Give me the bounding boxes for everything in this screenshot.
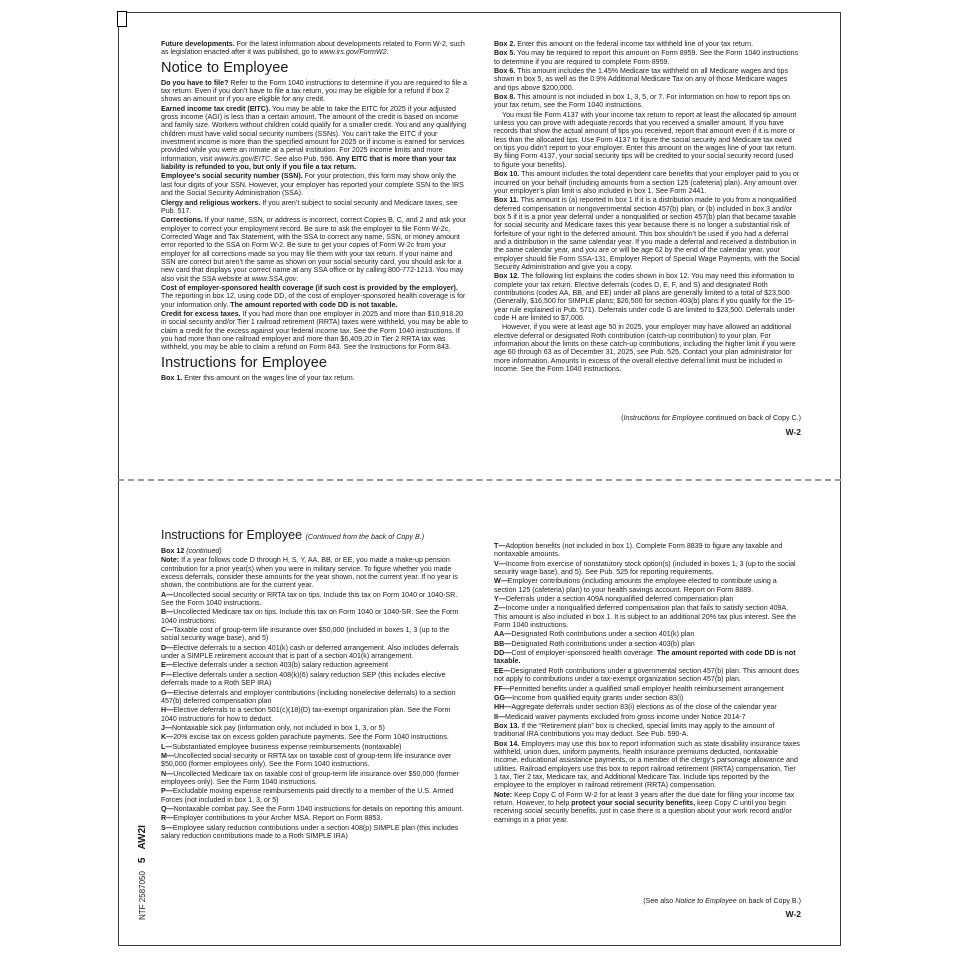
- code-item: [161, 671, 468, 688]
- code-letter: FF—: [494, 684, 510, 693]
- code-letter: BB—: [494, 639, 512, 648]
- code-item: [161, 591, 468, 608]
- code-text: Substantiated employee business expense reimbursements (nontaxable): [172, 742, 402, 751]
- code-letter: Z—: [494, 604, 506, 613]
- code-item: [494, 542, 801, 559]
- code-letter: AA—: [494, 630, 512, 639]
- ssa-link[interactable]: www.SSA.gov: [251, 274, 297, 283]
- code-item: [161, 787, 468, 804]
- code-item: [161, 644, 468, 661]
- code-item: [161, 626, 468, 643]
- code-letter: F—: [161, 670, 173, 679]
- perforation-line: [118, 479, 841, 481]
- box12-paragraph-2: However, if you were at least age 50 in 2025, your employer may have allowed an additional elective deferral or designated Roth contribution (catch-up contribution) to your plan. For information about the limits on these catch-up contributions, including the higher limit if you were age 60 through 63 as of December 31, 2025, see Pub. 525. Contact your plan administrator for more information. Amounts in excess of the overall elective deferral limit must be included in income. See the Form 1040 instructions.: [494, 323, 796, 374]
- code-letter: GG—: [494, 693, 513, 702]
- code-letter: M—: [161, 751, 175, 760]
- top-left-column: [161, 40, 468, 383]
- eitc-paragraph: Earned income tax credit (EITC). You may be able to take the EITC for 2025 if your adjusted gross income (AGI) is less than a certain amount. The amount of the credit is based on income and family size. Workers without children could qualify for a smaller credit. You and any qualifying children must have valid social security numbers (SSNs). You can’t take the EITC if your investment income is more than the specified amount for 2025 or if income is earned for services provided while you were an inmate at a penal institution. For 2025 income limits and more information, visit www.irs.gov/EITC. See also Pub. 596. Any EITC that is more than your tax liability is refunded to you, but only if you file a tax return.: [161, 104, 467, 172]
- box11-paragraph: Box 11. This amount is (a) reported in box 1 if it is a distribution made to you from a nonqualified deferred compensation or nongovernmental section 457(b) plan, or (b) included in box 3 and/or box 5 if it is a prior year deferral under a nonqualified or section 457(b) plan that became taxable for social security and Medicare taxes this year because there is no longer a substantial risk of forfeiture of your right to the deferred amount. This box shouldn’t be used if you had a deferral and a distribution in the same calendar year. If you made a deferral and received a distribution in the same calendar year, and you are or will be age 62 by the end of the calendar year, your employer should file Form SSA-131, Employer Report of Special Wage Payments, with the Social Security Administration and give you a copy.: [494, 196, 800, 271]
- code-letter: J—: [161, 723, 173, 732]
- code-item: [494, 694, 801, 702]
- code-dd: DD—Cost of employer-sponsored health coverage. The amount reported with code DD is not taxable.: [494, 649, 796, 666]
- code-text: Uncollected Medicare tax on taxable cost of group-term life insurance over $50,000 (former employees only). See the Form 1040 instructions.: [161, 769, 460, 786]
- code-item: [161, 706, 468, 723]
- code-text: Excludable moving expense reimbursements paid directly to a member of the U.S. Armed Forces (not included in box 1, 3, or 5): [161, 787, 454, 804]
- code-letter: K—: [161, 733, 174, 742]
- codes-left-list: [161, 591, 468, 841]
- excess-paragraph: Credit for excess taxes. If you had more than one employer in 2025 and more than $10,918.20 in social security and/or Tier 1 railroad retirement (RRTA) taxes were withheld, you may be able to claim a credit for the excess against your federal income tax. See the Form 1040 instructions. If you had more than one railroad employer and more than $6,409.20 in Tier 2 RRTA tax was withheld, you may be able to claim a refund on Form 843. See the Instructions for Form 843.: [161, 309, 468, 352]
- code-item: [494, 640, 801, 648]
- code-text: Uncollected social security or RRTA tax on tips. Include this tax on Form 1040 or 1040-SR. See the Form 1040 instructions.: [161, 590, 458, 608]
- corrections-paragraph: Corrections. If your name, SSN, or address is incorrect, correct Copies B, C, and 2 and ask your employer to correct your employment record. Be sure to ask the employer to file Form W-2c, Corrected Wage and Tax Statement, with the SSA to correct any name, SSN, or money amount error reported to the SSA on Form W-2. Be sure to get your copies of Form W-2c from your employer for all corrections made so you may file them with your tax return. If your name and SSN are correct but aren’t the same as shown on your social security card, you should ask for a new card that displays your correct name at any SSA office or by calling 800-772-1213. You may also visit the SSA website at www.SSA.gov.: [161, 216, 467, 283]
- code-item: [494, 577, 801, 594]
- ssn-paragraph: Employee’s social security number (SSN). For your protection, this form may show only the last four digits of your SSN. However, your employer has reported your complete SSN to the IRS and the Social Security Administration (SSA).: [161, 172, 464, 198]
- code-letter: S—: [161, 823, 173, 832]
- bottom-left-column: [161, 526, 468, 841]
- code-letter: H—: [161, 706, 174, 715]
- code-text: Employee salary reduction contributions under a section 408(p) SIMPLE plan (this includes salary reduction contributions made to a Roth SIMPLE IRA): [161, 823, 459, 840]
- code-letter: B—: [161, 608, 174, 617]
- code-text: Employer contributions to your Archer MSA. Report on Form 8853.: [173, 814, 383, 823]
- box5-paragraph: Box 5. You may be required to report this amount on Form 8959. See the Form 1040 instructions to determine if you are required to complete Form 8959.: [494, 49, 799, 66]
- eitc-link[interactable]: www.irs.gov/EITC: [214, 154, 271, 163]
- box2-paragraph: Box 2. Enter this amount on the federal income tax withheld line of your tax return.: [494, 40, 754, 48]
- code-item: [494, 604, 801, 629]
- instructions-heading: Instructions for Employee: [161, 354, 328, 371]
- code-text: Uncollected social security or RRTA tax on taxable cost of group-term life insurance over $50,000 (former employees only). See the Form 1040 instructions.: [161, 751, 452, 769]
- code-letter: R—: [161, 814, 174, 823]
- code-item: [161, 770, 468, 787]
- irs-formw2-link[interactable]: www.irs.gov/FormW2: [319, 48, 387, 57]
- see-also-note: (See also Notice to Employee on back of Copy B.): [643, 897, 801, 905]
- form-id-top: W-2: [785, 427, 801, 437]
- clergy-paragraph: Clergy and religious workers. If you aren’t subject to social security and Medicare taxes, see Pub. 517.: [161, 198, 458, 215]
- code-item: [161, 724, 468, 732]
- code-text: 20% excise tax on excess golden parachute payments. See the Form 1040 instructions.: [173, 733, 449, 742]
- code-letter: A—: [161, 590, 174, 599]
- bottom-instructions-heading: Instructions for Employee (Continued from the back of Copy B.): [161, 528, 425, 542]
- code-letter: N—: [161, 769, 174, 778]
- code-item: [494, 685, 801, 693]
- code-item: [494, 630, 801, 638]
- code-letter: D—: [161, 643, 174, 652]
- codes-right-list: [494, 542, 801, 648]
- code-text: Elective deferrals under a section 403(b) salary reduction agreement: [172, 661, 389, 670]
- code-letter: L—: [161, 742, 173, 751]
- codes-right-list-2: [494, 667, 801, 721]
- bottom-right-column: [494, 542, 801, 825]
- code-text: Elective deferrals and employer contributions (including nonelective deferrals) to a section 457(b) deferred compensation plan: [161, 688, 456, 705]
- code-text: Income from exercise of nonstatutory stock option(s) (included in boxes 1, 3 (up to the social security wage base), and 5). See Pub. 525 for reporting requirements.: [494, 559, 796, 577]
- code-item: [161, 824, 468, 841]
- code-item: [494, 667, 801, 684]
- form-id-bottom: W-2: [785, 909, 801, 919]
- code-item: [161, 689, 468, 706]
- box12-paragraph: Box 12. The following list explains the codes shown in box 12. You may need this information to complete your tax return. Elective deferrals (codes D, E, F, and S) and designated Roth contributions (codes AA, BB, and EE) under all plans are generally limited to a total of $23,500 (Generally, $16,500 for SIMPLE plans; $26,500 for section 403(b) plans if you qualify for the 15-year rule explained in Pub. 571). Deferrals under code G are limited to $23,500. Deferrals under code H are limited to $7,000.: [494, 272, 795, 322]
- code-text: Taxable cost of group-term life insurance over $50,000 (included in boxes 1, 3 (up to the social security wage base), and 5): [161, 626, 450, 643]
- box12-continued: Box 12 (continued): [161, 547, 222, 555]
- code-text: Designated Roth contributions under a governmental section 457(b) plan. This amount does not apply to contributions under a tax-exempt organization section 457(b) plan.: [494, 666, 800, 684]
- health-paragraph: Cost of employer-sponsored health coverage (if such cost is provided by the employer). The reporting in box 12, using code DD, of the cost of employer-sponsored health coverage is for your information only. The amount reported with code DD is not taxable.: [161, 283, 466, 309]
- code-item: [161, 752, 468, 769]
- code-text: Medicaid waiver payments excluded from gross income under Notice 2014-7: [505, 712, 746, 721]
- box8-paragraph: Box 8. This amount is not included in box 1, 3, 5, or 7. For information on how to report tips on your tax return, see the Form 1040 instructions.: [494, 93, 790, 110]
- code-text: Designated Roth contributions under a section 401(k) plan: [511, 630, 695, 639]
- code-item: [494, 703, 801, 711]
- code-text: Elective deferrals to a section 501(c)(18)(D) tax-exempt organization plan. See the Form 1040 instructions for how to deduct.: [161, 706, 451, 723]
- notice-heading: Notice to Employee: [161, 59, 289, 76]
- side-form-code: NTF 25870505AW2I: [137, 825, 148, 920]
- code-item: [494, 713, 801, 721]
- code-letter: G—: [161, 688, 174, 697]
- top-right-column: [494, 40, 801, 374]
- code-item: [161, 608, 468, 625]
- code-text: Employer contributions (including amounts the employee elected to contribute using a section 125 (cafeteria) plan) to your health savings account. Report on Form 8889.: [494, 577, 777, 594]
- code-letter: C—: [161, 626, 174, 635]
- code-text: Uncollected Medicare tax on tips. Include this tax on Form 1040 or 1040-SR. See the Form 1040 instructions.: [161, 608, 459, 625]
- code-text: Income from qualified equity grants under section 83(i): [512, 693, 684, 702]
- code-item: [494, 560, 801, 577]
- code-letter: V—: [494, 559, 506, 568]
- code-letter: P—: [161, 787, 173, 796]
- code-item: [161, 814, 468, 822]
- code-text: Deferrals under a section 409A nonqualified deferred compensation plan: [505, 595, 734, 604]
- note-paragraph: Note: If a year follows code D through H, S, Y, AA, BB, or EE, you made a make-up pension contribution for a prior year(s) when you were in military service. To figure whether you made excess deferrals, consider these amounts for the year shown, not the current year. If no year is shown, the contributions are for the current year.: [161, 556, 458, 590]
- code-text: Aggregate deferrals under section 83(i) elections as of the close of the calendar year: [511, 703, 777, 712]
- code-text: Elective deferrals under a section 408(k)(6) salary reduction SEP (this includes elective deferrals made to a Roth SEP IRA): [161, 670, 446, 688]
- code-text: Nontaxable combat pay. See the Form 1040 instructions for details on reporting this amount.: [173, 804, 464, 813]
- box1-paragraph: Box 1. Enter this amount on the wages line of your tax return.: [161, 373, 355, 382]
- continued-note: (Instructions for Employee continued on back of Copy C.): [621, 414, 801, 422]
- code-letter: T—: [494, 542, 506, 550]
- code-letter: HH—: [494, 703, 512, 712]
- code-item: [161, 805, 468, 813]
- box13-paragraph: Box 13. If the “Retirement plan” box is checked, special limits may apply to the amount of traditional IRA contributions you may deduct. See Pub. 590-A.: [494, 721, 775, 739]
- code-text: Permitted benefits under a qualified small employer health reimbursement arrangement: [509, 684, 784, 693]
- code-item: [494, 595, 801, 603]
- corner-mark: [117, 11, 127, 27]
- future-developments: Future developments. For the latest information about developments related to Form W-2, such as legislation enacted after it was published, go to www.irs.gov/FormW2.: [161, 40, 465, 57]
- code-letter: Q—: [161, 804, 174, 813]
- code-letter: Y—: [494, 595, 506, 604]
- code-text: Nontaxable sick pay (information only, not included in box 1, 3, or 5): [172, 723, 385, 732]
- code-letter: EE—: [494, 666, 511, 675]
- code-item: [161, 661, 468, 669]
- code-item: [161, 743, 468, 751]
- box8-paragraph-2: You must file Form 4137 with your income tax return to report at least the allocated tip amount unless you can prove with adequate records that you received a smaller amount. If you have records that show the actual amount of tips you received, report that amount even if it is more or less than the allocated tips. Use Form 4137 to figure the social security and Medicare tax owed on tips you didn’t report to your employer. Enter this amount on the wages line of your tax return. By filing Form 4137, your social security tips will be credited to your social security record (used to figure your benefits).: [494, 110, 797, 169]
- code-letter: W—: [494, 577, 508, 586]
- code-item: [161, 733, 468, 741]
- file-paragraph: Do you have to file? Refer to the Form 1040 instructions to determine if you are required to file a tax return. Even if you don’t have to file a tax return, you may be eligible for a refund if box 2 shows an amount or if you are eligible for any credit.: [161, 78, 467, 104]
- code-text: Designated Roth contributions under a section 403(b) plan: [511, 639, 695, 648]
- code-text: Elective deferrals to a section 401(k) cash or deferred arrangement. Also includes deferrals under a SIMPLE retirement account that is part of a section 401(k) arrangement.: [161, 643, 459, 661]
- box14-paragraph: Box 14. Employers may use this box to report information such as state disability insurance taxes withheld, union dues, uniform payments, health insurance premiums deducted, nontaxable income, educational assistance payments, or a member of the clergy’s parsonage allowance and utilities. Railroad employers use this box to report railroad retirement (RRTA) compensation, Tier 1 tax, Tier 2 tax, Medicare tax, and Additional Medicare Tax. Include tips reported by the employee to the employer in railroad retirement (RRTA) compensation.: [494, 739, 800, 790]
- box6-paragraph: Box 6. This amount includes the 1.45% Medicare tax withheld on all Medicare wages and tips shown in box 5, as well as the 0.9% Additional Medicare Tax on any of those Medicare wages and tips above $200,000.: [494, 67, 789, 92]
- code-text: Income under a nonqualified deferred compensation plan that fails to satisfy section 409A. This amount is also included in box 1. It is subject to an additional 20% tax plus interest. See the Form 1040 instructions.: [494, 604, 797, 630]
- code-text: Adoption benefits (not included in box 1). Complete Form 8839 to figure any taxable and nontaxable amounts.: [494, 542, 783, 559]
- code-letter: II—: [494, 712, 506, 721]
- note2-paragraph: Note: Keep Copy C of Form W-2 for at least 3 years after the due date for filing your income tax return. However, to help protect your social security benefits, keep Copy C until you begin receiving social security benefits, just in case there is a question about your work record and/or earnings in a prior year.: [494, 790, 795, 824]
- code-letter: E—: [161, 661, 173, 670]
- box10-paragraph: Box 10. This amount includes the total dependent care benefits that your employer paid to you or incurred on your behalf (including amounts from a section 125 (cafeteria) plan). Any amount over your employer’s plan limit is also included in box 1. See Form 2441.: [494, 170, 800, 195]
